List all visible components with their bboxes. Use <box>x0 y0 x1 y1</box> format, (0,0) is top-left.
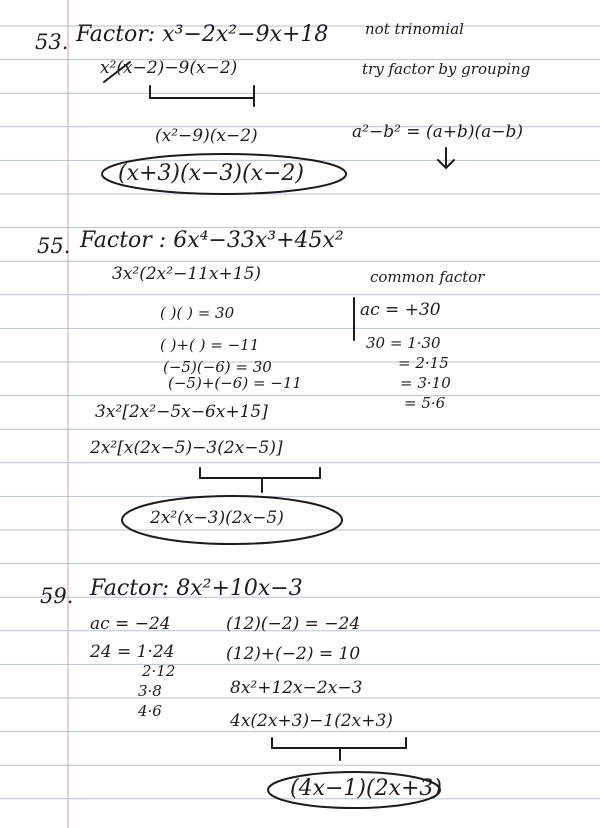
problem-59-pair-1: 24 = 1·24 <box>90 642 175 662</box>
problem-59-ac: ac = −24 <box>90 614 171 634</box>
problem-55-pair-4: = 5·6 <box>404 394 446 412</box>
problem-59-grouping: 4x(2x+3)−1(2x+3) <box>230 711 393 731</box>
problem-59-heading: Factor: 8x²+10x−3 <box>90 576 303 601</box>
problem-53-number: 53. <box>35 30 69 54</box>
problem-53-step-factor: (x²−9)(x−2) <box>155 126 258 146</box>
problem-53-note-grouping: try factor by grouping <box>362 60 531 78</box>
problem-55-blank-sum: ( )+( ) = −11 <box>160 336 260 354</box>
problem-53-answer: (x+3)(x−3)(x−2) <box>118 161 305 186</box>
problem-55-pair-2: = 2·15 <box>398 354 449 372</box>
problem-55-step-split: 3x²[2x²−5x−6x+15] <box>95 402 268 422</box>
problem-53-identity: a²−b² = (a+b)(a−b) <box>352 122 523 142</box>
problem-59-pair-3: 3·8 <box>138 682 162 700</box>
problem-59-pair-4: 4·6 <box>138 702 162 720</box>
problem-55-step-grouping: 2x²[x(2x−5)−3(2x−5)] <box>90 438 283 458</box>
problem-59-sum: (12)+(−2) = 10 <box>226 644 361 664</box>
problem-55-pair-3: = 3·10 <box>400 374 451 392</box>
problem-55-filled-product: (−5)(−6) = 30 <box>163 358 272 376</box>
problem-55-note-common-factor: common factor <box>370 268 485 286</box>
problem-59-number: 59. <box>40 584 74 608</box>
problem-55-pair-1: 30 = 1·30 <box>366 334 441 352</box>
problem-53-step-grouping: x²(x−2)−9(x−2) <box>100 58 238 78</box>
problem-53-heading: Factor: x³−2x²−9x+18 <box>76 22 329 47</box>
problem-55-blank-product: ( )( ) = 30 <box>160 304 235 322</box>
problem-55-ac: ac = +30 <box>360 300 441 320</box>
problem-59-answer: (4x−1)(2x+3) <box>290 776 443 801</box>
problem-53-note-not-trinomial: not trinomial <box>365 20 464 38</box>
problem-59-split: 8x²+12x−2x−3 <box>230 678 363 698</box>
problem-59-pair-2: 2·12 <box>142 662 176 680</box>
problem-59-product: (12)(−2) = −24 <box>226 614 361 634</box>
problem-55-answer: 2x²(x−3)(2x−5) <box>150 508 284 528</box>
problem-55-filled-sum: (−5)+(−6) = −11 <box>168 374 302 392</box>
problem-55-heading: Factor : 6x⁴−33x³+45x² <box>80 228 344 253</box>
problem-55-gcf: 3x²(2x²−11x+15) <box>112 264 262 284</box>
problem-55-number: 55. <box>37 234 71 258</box>
